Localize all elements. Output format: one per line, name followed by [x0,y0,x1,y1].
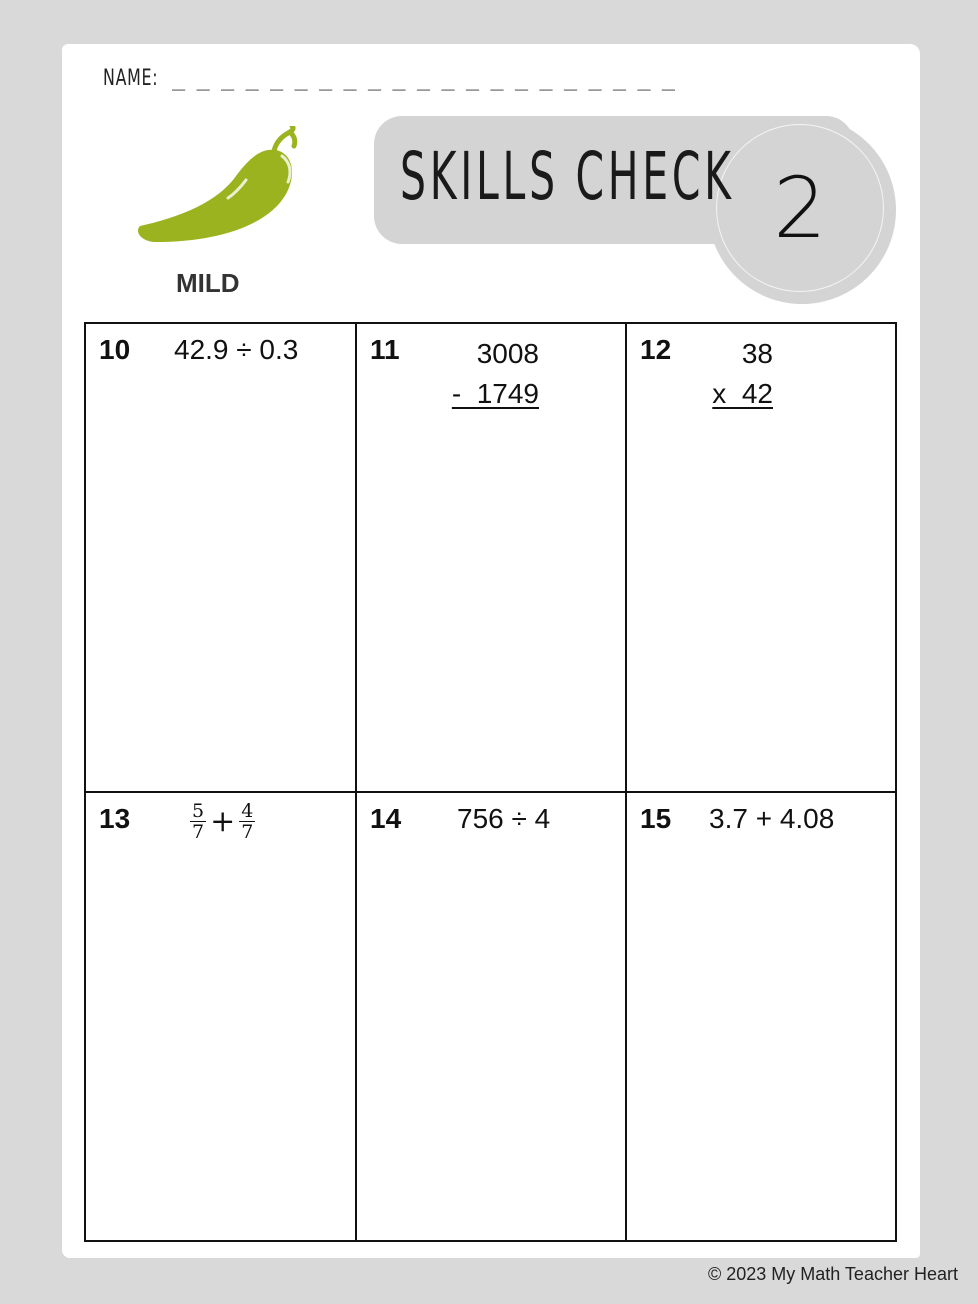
numerator: 5 [192,800,205,822]
problem-expression: 42.9 ÷ 0.3 [174,334,299,365]
skills-check-number: 2 [773,159,827,257]
subtrahend: - 1749 [451,378,539,409]
problem-cell [86,793,357,1242]
copyright-notice: © 2023 My Math Teacher Heart [707,1264,958,1284]
problem-number: 15 [640,803,672,834]
denominator: 7 [241,821,254,843]
problem-grid [84,322,897,1242]
numerator: 4 [241,800,254,822]
fraction-expression [190,801,255,842]
problem-expression: 756 ÷ 4 [457,803,551,834]
name-blank-line: _ _ _ _ _ _ _ _ _ _ _ _ _ _ _ _ _ _ _ _ _ [172,66,675,91]
multiplier: x 42 [712,378,773,409]
plus-operator: + [210,803,236,839]
fraction [190,801,206,842]
problem-number: 12 [640,334,672,365]
page-title: SKILLS CHECK [400,138,735,215]
problem-cell [86,324,357,793]
difficulty-level-label: MILD [176,268,240,298]
minuend: 3008 [476,338,539,369]
problem-number: 10 [99,334,131,365]
problem-number: 13 [99,803,131,834]
problem-cell [357,324,627,793]
multiplication-stack [712,334,773,414]
problem-cell [627,793,897,1242]
name-label: NAME: [103,66,159,91]
denominator: 7 [192,821,205,843]
multiplicand: 38 [741,338,773,369]
subtraction-stack [452,334,539,414]
problem-number: 11 [370,334,400,365]
problem-cell [627,324,897,793]
fraction [239,801,255,842]
pepper-icon [136,126,302,246]
problem-cell [357,793,627,1242]
problem-expression: 3.7 + 4.08 [709,803,835,834]
problem-number: 14 [370,803,402,834]
